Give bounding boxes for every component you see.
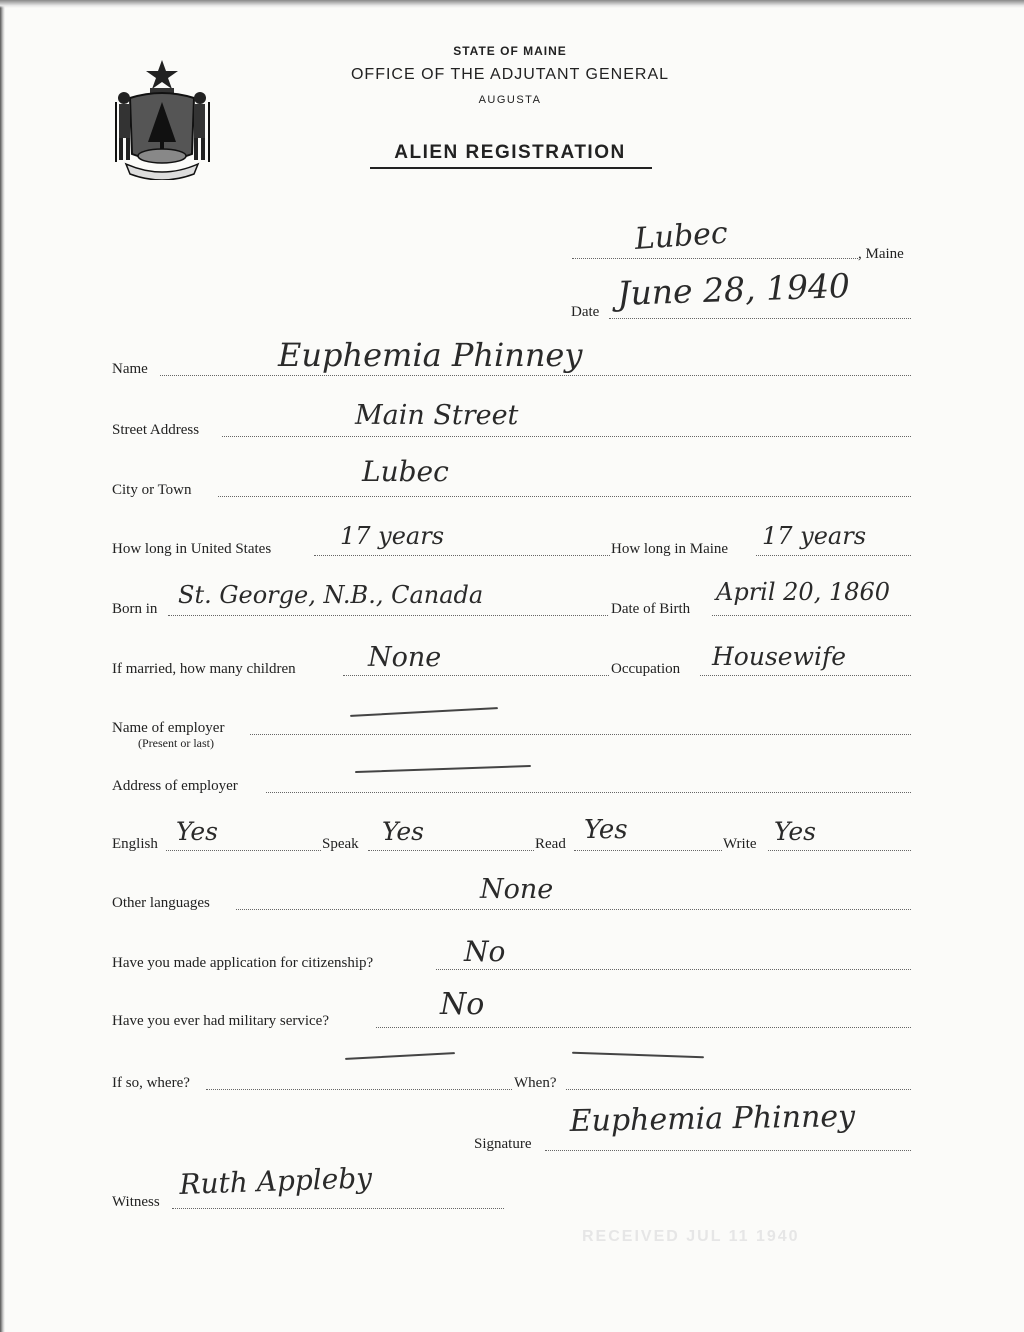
name-line bbox=[160, 375, 911, 376]
employer-address-line bbox=[266, 792, 911, 793]
where-dash bbox=[345, 1052, 455, 1060]
header-state: STATE OF MAINE bbox=[453, 44, 567, 58]
signature-label: Signature bbox=[474, 1136, 532, 1152]
when-label: When? bbox=[514, 1075, 557, 1091]
name-label: Name bbox=[112, 361, 148, 377]
where-line bbox=[206, 1089, 512, 1090]
speak-line bbox=[368, 850, 534, 851]
military-label: Have you ever had military service? bbox=[112, 1013, 329, 1029]
where-label: If so, where? bbox=[112, 1075, 190, 1091]
other-languages-entry: None bbox=[480, 874, 554, 905]
date-of-birth-line bbox=[712, 615, 911, 616]
read-label: Read bbox=[535, 836, 566, 852]
employer-address-label: Address of employer bbox=[112, 778, 238, 794]
citizenship-label: Have you made application for citizenship? bbox=[112, 955, 374, 971]
how-long-us-label: How long in United States bbox=[112, 541, 272, 557]
how-long-maine-label: How long in Maine bbox=[611, 541, 729, 557]
when-line bbox=[566, 1089, 911, 1090]
english-entry: Yes bbox=[176, 817, 218, 846]
read-line bbox=[574, 850, 722, 851]
citizenship-line bbox=[436, 969, 911, 970]
witness-line bbox=[172, 1208, 504, 1209]
children-line bbox=[343, 675, 609, 676]
born-in-entry: St. George, N.B., Canada bbox=[178, 581, 484, 609]
children-entry: None bbox=[368, 642, 442, 673]
street-entry: Main Street bbox=[355, 400, 519, 431]
born-in-line bbox=[168, 615, 608, 616]
how-long-maine-entry: 17 years bbox=[762, 522, 867, 550]
english-line bbox=[166, 850, 321, 851]
date-entry: June 28, 1940 bbox=[616, 265, 851, 313]
witness-label: Witness bbox=[112, 1194, 160, 1210]
write-entry: Yes bbox=[774, 817, 816, 846]
speak-entry: Yes bbox=[382, 817, 424, 846]
street-label: Street Address bbox=[112, 422, 200, 438]
employer-address-dash bbox=[355, 765, 531, 773]
town-entry: Lubec bbox=[633, 215, 729, 257]
header-office: OFFICE OF THE ADJUTANT GENERAL bbox=[350, 66, 670, 83]
how-long-us-line bbox=[314, 555, 610, 556]
name-entry: Euphemia Phinney bbox=[278, 336, 583, 374]
city-line bbox=[218, 496, 911, 497]
date-label: Date bbox=[571, 304, 600, 320]
employer-label: Name of employer bbox=[112, 720, 225, 736]
how-long-us-entry: 17 years bbox=[340, 522, 445, 550]
born-in-label: Born in bbox=[112, 601, 158, 617]
speak-label: Speak bbox=[322, 836, 359, 852]
occupation-entry: Housewife bbox=[712, 642, 847, 671]
scan-edge-top bbox=[0, 0, 1024, 8]
military-line bbox=[376, 1027, 911, 1028]
town-line bbox=[572, 258, 858, 259]
other-languages-label: Other languages bbox=[112, 895, 210, 911]
title-underline bbox=[370, 167, 652, 169]
occupation-label: Occupation bbox=[611, 661, 681, 677]
date-of-birth-label: Date of Birth bbox=[611, 601, 691, 617]
occupation-line bbox=[700, 675, 911, 676]
street-line bbox=[222, 436, 911, 437]
signature-entry: Euphemia Phinney bbox=[569, 1099, 856, 1139]
scan-edge-left bbox=[0, 0, 5, 1332]
city-entry: Lubec bbox=[362, 455, 449, 488]
children-label: If married, how many children bbox=[112, 661, 296, 677]
when-dash bbox=[572, 1052, 704, 1059]
witness-entry: Ruth Appleby bbox=[178, 1161, 373, 1201]
employer-line bbox=[250, 734, 911, 735]
read-entry: Yes bbox=[584, 815, 628, 845]
header-city: AUGUSTA bbox=[478, 94, 542, 106]
english-label: English bbox=[112, 836, 158, 852]
how-long-maine-line bbox=[756, 555, 911, 556]
date-of-birth-entry: April 20, 1860 bbox=[716, 578, 891, 606]
city-label: City or Town bbox=[112, 482, 192, 498]
other-languages-line bbox=[236, 909, 911, 910]
citizenship-entry: No bbox=[464, 935, 506, 968]
signature-line bbox=[545, 1150, 911, 1151]
military-entry: No bbox=[440, 987, 485, 1022]
date-line bbox=[609, 318, 911, 319]
write-label: Write bbox=[723, 836, 757, 852]
write-line bbox=[768, 850, 911, 851]
received-stamp: RECEIVED JUL 11 1940 bbox=[582, 1228, 800, 1245]
maine-state-seal-icon bbox=[108, 58, 216, 180]
form-title: ALIEN REGISTRATION bbox=[394, 142, 626, 163]
employer-dash bbox=[350, 707, 498, 717]
maine-label: , Maine bbox=[858, 246, 904, 262]
employer-note: (Present or last) bbox=[138, 736, 214, 750]
